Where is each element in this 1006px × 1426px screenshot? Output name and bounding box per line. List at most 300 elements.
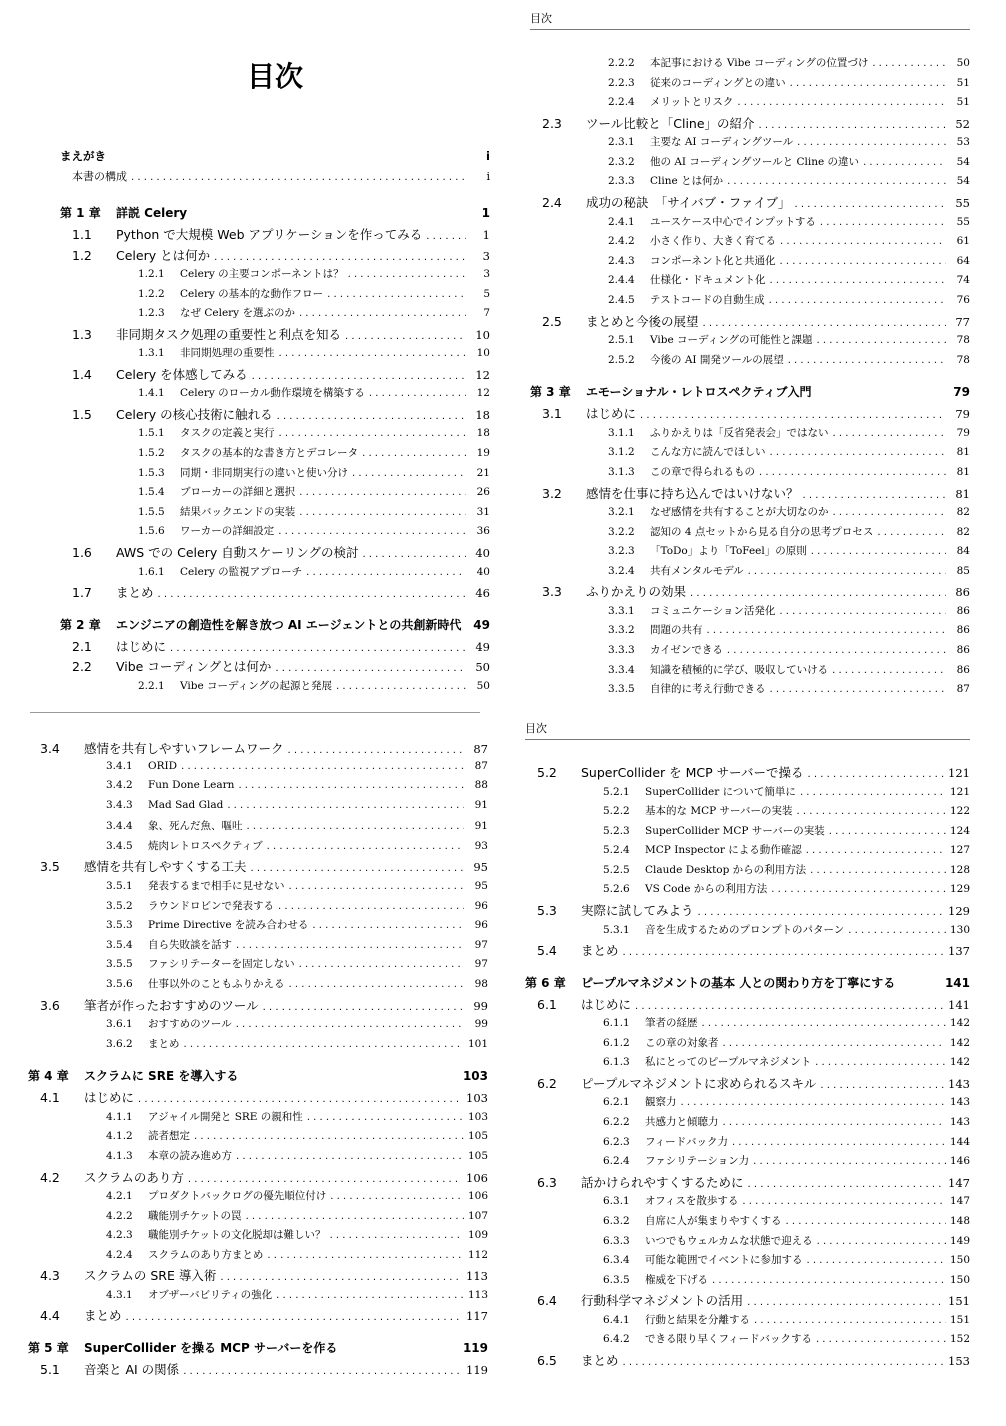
toc-entry-sub[interactable] [525, 1312, 970, 1332]
entry-title: オフィスを散歩する [645, 1195, 739, 1208]
toc-entry-sec[interactable] [28, 1168, 488, 1189]
entry-page: 113 [466, 1269, 488, 1284]
leader-dots [771, 884, 946, 895]
toc-entry-sec[interactable] [525, 901, 970, 922]
leader-dots [267, 1250, 464, 1261]
entry-number: 3.6.1 [106, 1018, 133, 1031]
leader-dots [727, 645, 946, 656]
entry-page: 86 [956, 644, 970, 657]
toc-entry-sub[interactable] [60, 266, 490, 286]
toc-entry-sub[interactable] [525, 881, 970, 901]
toc-title: 目次 [246, 60, 303, 93]
leader-dots [640, 410, 946, 421]
toc-entry-sub[interactable] [28, 937, 488, 957]
entry-page: 46 [475, 586, 490, 601]
toc-entry-sub[interactable] [60, 523, 490, 543]
entry-number: 3.4 [40, 741, 60, 756]
toc-entry-sub[interactable] [530, 292, 970, 312]
toc-entry-sub[interactable] [530, 332, 970, 352]
entry-title: スクラムのあり方 [84, 1169, 184, 1185]
toc-entry-sub[interactable] [530, 464, 970, 484]
entry-page: 40 [475, 546, 490, 561]
leader-dots [747, 1297, 944, 1308]
toc-entry-sub[interactable] [525, 1272, 970, 1292]
toc-entry-sub[interactable] [530, 563, 970, 583]
toc-entry-sub[interactable] [60, 305, 490, 325]
entry-title: まとめ [84, 1308, 122, 1324]
toc-entry-sub[interactable] [28, 976, 488, 996]
toc-entry-sub[interactable] [525, 1153, 970, 1173]
entry-number: 1.5.3 [138, 466, 165, 479]
toc-entry-sub[interactable] [525, 1054, 970, 1074]
entry-page: 142 [949, 1036, 970, 1049]
toc-entry-sub[interactable] [60, 286, 490, 306]
leader-dots [289, 881, 465, 892]
leader-dots [247, 821, 465, 832]
entry-title: 読者想定 [148, 1130, 190, 1143]
toc-entry-sub[interactable] [28, 1188, 488, 1208]
entry-page: 148 [949, 1214, 970, 1227]
entry-number: 6.1.1 [603, 1017, 630, 1030]
toc-entry-sub[interactable] [28, 1227, 488, 1247]
toc-entry-sec[interactable] [28, 1360, 488, 1381]
leader-dots [336, 681, 466, 692]
entry-page: 99 [474, 1018, 488, 1031]
leader-dots [786, 1216, 946, 1227]
entry-title: 自律的に考え行動できる [650, 683, 766, 696]
entry-page: 107 [467, 1209, 488, 1222]
entry-title: Vibe コーディングの可能性と課題 [650, 334, 813, 347]
leader-dots [348, 269, 466, 280]
toc-entry-preface-item[interactable] [60, 168, 490, 188]
entry-page: 95 [473, 860, 488, 875]
entry-number: 1.6 [72, 545, 92, 561]
entry-page: 85 [956, 564, 970, 577]
entry-number: 4.1.3 [106, 1149, 133, 1162]
entry-number: 5.3 [537, 903, 557, 919]
entry-number: 3.6.2 [106, 1037, 133, 1050]
entry-title: スクラムに SRE を導入する [84, 1069, 239, 1084]
toc-entry-sub[interactable] [525, 1331, 970, 1351]
leader-dots [278, 901, 464, 912]
entry-title: Prime Directive を読み合わせる [148, 919, 309, 932]
toc-entry-sub[interactable] [525, 862, 970, 882]
leader-dots [698, 907, 945, 918]
toc-entry-sub[interactable] [530, 425, 970, 445]
leader-dots [288, 745, 464, 756]
entry-title: ツール比較と「Cline」の紹介 [586, 115, 755, 131]
toc-entry-sub[interactable] [525, 1252, 970, 1272]
entry-page: 74 [956, 274, 970, 287]
toc-entry-sub[interactable] [530, 154, 970, 174]
toc-entry-sub[interactable] [525, 1134, 970, 1154]
toc-entry-sec[interactable] [60, 246, 490, 267]
leader-dots [158, 589, 466, 600]
entry-number: 2.3.3 [608, 175, 635, 188]
leader-dots [795, 199, 946, 210]
entry-title: MCP Inspector による動作確認 [645, 844, 802, 857]
leader-dots [727, 176, 946, 187]
entry-page: 119 [466, 1362, 488, 1377]
entry-page: 18 [475, 407, 490, 422]
leader-dots [194, 1131, 464, 1142]
toc-entry-sub[interactable] [28, 1036, 488, 1056]
toc-page-3 [28, 725, 488, 1425]
leader-dots [788, 355, 946, 366]
toc-entry-sub[interactable] [530, 504, 970, 524]
toc-entry-sub[interactable] [530, 444, 970, 464]
toc-entry-sec[interactable] [530, 484, 970, 505]
toc-entry-sec[interactable] [530, 114, 970, 135]
entry-number: 4.2.2 [106, 1209, 133, 1222]
entry-title: コミュニケーション活発化 [650, 604, 776, 617]
entry-page: 82 [956, 525, 970, 538]
entry-page: 21 [476, 466, 490, 479]
entry-page: 142 [949, 1056, 970, 1069]
entry-title: 行動科学マネジメントの活用 [581, 1293, 744, 1309]
entry-page: 97 [474, 958, 488, 971]
entry-title: Fun Done Learn [148, 779, 235, 792]
entry-title: メリットとリスク [650, 96, 734, 109]
entry-title: 感情を共有しやすくする工夫 [84, 859, 247, 875]
toc-entry-sec[interactable] [525, 995, 970, 1016]
toc-entry-ch[interactable] [60, 204, 490, 225]
entry-number: 5.2.5 [603, 863, 630, 876]
toc-entry-sub[interactable] [60, 425, 490, 445]
toc-entry-ch[interactable] [525, 974, 970, 995]
toc-entry-sec[interactable] [525, 1291, 970, 1312]
entry-page: 3 [483, 268, 490, 280]
toc-entry-sub[interactable] [28, 818, 488, 838]
toc-entry-sub[interactable] [525, 842, 970, 862]
toc-entry-sub[interactable] [525, 784, 970, 804]
entry-number: 1.5.4 [138, 486, 165, 499]
entry-page: 96 [474, 899, 488, 912]
entry-title: この章で得られるもの [650, 465, 755, 478]
entry-title: 感情を仕事に持ち込んではいけない？ [586, 485, 799, 501]
toc-entry-sub[interactable] [28, 779, 488, 799]
leader-dots [289, 979, 465, 990]
toc-entry-sub[interactable] [60, 564, 490, 584]
toc-entry-sec[interactable] [60, 225, 490, 246]
entry-title: カイゼンできる [650, 644, 723, 657]
entry-number: 2.5.2 [608, 353, 635, 366]
entry-number: 4.1 [40, 1090, 60, 1106]
entry-number: 4.1.2 [106, 1130, 133, 1143]
entry-title: VS Code からの利用方法 [645, 883, 768, 896]
entry-number: 1.2.1 [138, 268, 165, 280]
entry-title: ふりかえりの効果 [586, 584, 687, 600]
toc-entry-sub[interactable] [530, 622, 970, 642]
leader-dots [779, 256, 946, 267]
toc-entry-ch[interactable] [28, 1067, 488, 1088]
toc-entry-sec[interactable] [525, 1173, 970, 1194]
entry-title: 他の AI コーディングツールと Cline の違い [650, 155, 860, 168]
entry-number: 5.2.6 [603, 883, 630, 896]
toc-entry-sec[interactable] [60, 543, 490, 564]
entry-page: 82 [956, 506, 970, 518]
entry-number: 3.2.1 [608, 506, 635, 518]
toc-entry-sub[interactable] [530, 173, 970, 193]
entry-title: 観察力 [645, 1096, 677, 1109]
toc-entry-sub[interactable] [28, 1128, 488, 1148]
leader-dots [362, 549, 466, 560]
leader-dots [833, 507, 947, 518]
leader-dots [816, 335, 946, 346]
toc-entry-sub[interactable] [28, 1109, 488, 1129]
leader-dots [362, 448, 466, 459]
entry-number: 6.5 [537, 1352, 557, 1368]
toc-entry-sub[interactable] [530, 662, 970, 682]
entry-number: 3.5.1 [106, 879, 133, 892]
entry-page: 103 [462, 1069, 488, 1084]
entry-title: ファシリテーターを固定しない [148, 958, 295, 971]
entry-number: 1.5.5 [138, 505, 165, 518]
entry-title: 職能別チケットの文化脱却は難しい？ [148, 1229, 326, 1242]
entry-number: 第 5 章 [28, 1340, 69, 1355]
toc-entry-sub[interactable] [530, 272, 970, 292]
leader-dots [759, 467, 946, 478]
entry-title: できる限り早くフィードバックする [645, 1333, 812, 1346]
entry-number: 2.3 [542, 115, 562, 131]
entry-number: 1.5.1 [138, 427, 165, 440]
entry-page: 76 [956, 293, 970, 306]
toc-entry-sub[interactable] [530, 603, 970, 623]
leader-dots [820, 1080, 944, 1091]
entry-page: 121 [949, 785, 970, 798]
toc-entry-sec[interactable] [530, 193, 970, 214]
entry-page: 151 [949, 1313, 970, 1326]
leader-dots [877, 527, 946, 538]
entry-title: SuperCollider を操る MCP サーバーを作る [84, 1340, 338, 1355]
toc-entry-sub[interactable] [530, 233, 970, 253]
toc-entry-sec[interactable] [60, 583, 490, 604]
leader-dots [815, 1057, 946, 1068]
leader-dots [707, 625, 947, 636]
leader-dots [369, 388, 466, 399]
entry-title: 本記事における Vibe コーディングの位置づけ [650, 57, 869, 69]
toc-entry-sec[interactable] [60, 405, 490, 426]
entry-title: タスクの定義と実行 [180, 427, 275, 440]
entry-number: 第 3 章 [530, 385, 571, 400]
leader-dots [246, 1211, 464, 1222]
entry-page: 109 [467, 1229, 488, 1242]
entry-number: 5.4 [537, 943, 557, 959]
leader-dots [252, 371, 466, 382]
toc-entry-sec[interactable] [60, 325, 490, 346]
toc-entry-ch[interactable] [60, 616, 490, 637]
toc-entry-sec[interactable] [530, 312, 970, 333]
entry-title: Python で大規模 Web アプリケーションを作ってみる [116, 227, 423, 242]
entry-title: 自ら失敗談を話す [148, 938, 232, 951]
toc-list [525, 763, 970, 1371]
entry-number: 3.3 [542, 584, 562, 600]
entry-number: 4.2.3 [106, 1229, 133, 1242]
entry-title: まとめ [148, 1037, 180, 1050]
toc-entry-sec[interactable] [525, 763, 970, 784]
toc-entry-sub[interactable] [530, 214, 970, 234]
leader-dots [732, 1137, 946, 1148]
toc-entry-sec[interactable] [28, 857, 488, 878]
toc-entry-sec[interactable] [530, 404, 970, 425]
entry-page: 81 [956, 465, 970, 478]
toc-entry-sec[interactable] [525, 1074, 970, 1095]
entry-page: 105 [467, 1149, 488, 1162]
entry-title: 可能な範囲でイベントに参加する [645, 1254, 803, 1267]
entry-title: はじめに [84, 1090, 135, 1106]
toc-entry-sub[interactable] [525, 1114, 970, 1134]
toc-entry-sub[interactable] [525, 1193, 970, 1213]
toc-entry-sub[interactable] [525, 1213, 970, 1233]
preface-block [60, 148, 490, 188]
toc-entry-sub[interactable] [525, 823, 970, 843]
entry-number: 2.1 [72, 638, 92, 654]
toc-entry-sub[interactable] [60, 465, 490, 485]
toc-entry-sub[interactable] [28, 917, 488, 937]
toc-entry-sub[interactable] [28, 1208, 488, 1228]
leader-dots [352, 468, 466, 479]
entry-title: 象、死んだ魚、嘔吐 [148, 820, 243, 833]
entry-page: 81 [956, 446, 970, 459]
entry-title: いつでもウェルカムな状態で迎える [645, 1234, 813, 1247]
entry-title: SuperCollider について簡単に [645, 785, 796, 798]
entry-page: 78 [956, 353, 970, 366]
toc-entry-sub[interactable] [28, 760, 488, 780]
leader-dots [251, 863, 464, 874]
entry-title: 非同期タスク処理の重要性と利点を知る [116, 326, 342, 342]
toc-entry-sub[interactable] [530, 681, 970, 701]
entry-page: 147 [948, 1175, 970, 1190]
leader-dots [299, 507, 466, 518]
entry-number: 第 1 章 [60, 206, 101, 220]
toc-entry-sub[interactable] [530, 352, 970, 372]
toc-entry-sub[interactable] [525, 803, 970, 823]
entry-page: 141 [948, 997, 970, 1012]
toc-entry-sub[interactable] [60, 445, 490, 465]
toc-entry-sub[interactable] [530, 94, 970, 114]
toc-entry-sub[interactable] [60, 385, 490, 405]
toc-entry-sec[interactable] [28, 1088, 488, 1109]
toc-entry-sub[interactable] [28, 1016, 488, 1036]
toc-entry-sec[interactable] [530, 582, 970, 603]
toc-entry-sub[interactable] [28, 956, 488, 976]
entry-number: 5.1 [40, 1361, 60, 1377]
entry-number: 3.1.2 [608, 446, 635, 459]
entry-page: 50 [956, 57, 970, 69]
toc-entry-sec[interactable] [28, 739, 488, 760]
entry-title: 行動と結果を分離する [645, 1313, 750, 1326]
leader-dots [753, 1156, 946, 1167]
entry-title: Celery の監視アプローチ [180, 565, 303, 578]
toc-entry-sub[interactable] [530, 75, 970, 95]
toc-entry-sec[interactable] [525, 941, 970, 962]
entry-page: 150 [949, 1273, 970, 1286]
toc-entry-sub[interactable] [60, 678, 490, 698]
entry-title: AWS での Celery 自動スケーリングの検討 [116, 545, 359, 561]
toc-entry-sec[interactable] [60, 365, 490, 386]
entry-title: 基本的な MCP サーバーの実装 [645, 805, 793, 818]
toc-entry-sub[interactable] [525, 1035, 970, 1055]
entry-title: はじめに [586, 406, 637, 422]
entry-page: 40 [476, 565, 490, 578]
toc-entry-sec[interactable] [60, 657, 490, 678]
toc-entry-sub[interactable] [28, 838, 488, 858]
entry-number: 1.2.3 [138, 307, 165, 320]
entry-title: Celery のローカル動作環境を構築する [180, 387, 365, 400]
toc-entry-ch[interactable] [28, 1339, 488, 1360]
leader-dots [723, 1117, 946, 1128]
toc-entry-sec[interactable] [28, 1306, 488, 1327]
toc-entry-sec[interactable] [28, 996, 488, 1017]
entry-page: 129 [948, 904, 970, 919]
entry-title: Celery の核心技術に触れる [116, 406, 273, 422]
leader-dots [299, 308, 466, 319]
toc-entry-sub[interactable] [525, 1233, 970, 1253]
leader-dots [312, 920, 464, 931]
leader-dots [748, 566, 946, 577]
entry-page: 137 [948, 944, 970, 959]
running-head: 目次 [525, 720, 970, 740]
leader-dots [807, 1255, 946, 1266]
entry-number: 2.4.2 [608, 235, 635, 248]
entry-number: 3.2.2 [608, 525, 635, 538]
toc-entry-sub[interactable] [28, 878, 488, 898]
toc-entry-sub[interactable] [530, 134, 970, 154]
entry-number: 3.4.4 [106, 820, 133, 833]
entry-page: 3 [482, 248, 490, 263]
entry-page: 98 [474, 977, 488, 990]
toc-entry-sub[interactable] [525, 1094, 970, 1114]
toc-entry-sub[interactable] [525, 1015, 970, 1035]
toc-entry-sub[interactable] [530, 642, 970, 662]
entry-page: 26 [476, 486, 490, 499]
toc-entry-sub[interactable] [28, 1148, 488, 1168]
entry-number: 3.1 [542, 406, 562, 422]
entry-page: 86 [956, 604, 970, 617]
leader-dots [220, 1272, 462, 1283]
leader-dots [181, 761, 464, 772]
entry-page: 122 [949, 805, 970, 818]
toc-entry-sub[interactable] [530, 253, 970, 273]
toc-entry-sub[interactable] [530, 524, 970, 544]
leader-dots [184, 1039, 464, 1050]
toc-entry-sub[interactable] [28, 1247, 488, 1267]
toc-entry-sub[interactable] [28, 799, 488, 819]
entry-page: 64 [956, 254, 970, 267]
toc-entry-sub[interactable] [530, 55, 970, 75]
toc-entry-sub[interactable] [60, 484, 490, 504]
entry-page: 81 [955, 486, 970, 501]
toc-entry-ch[interactable] [530, 383, 970, 404]
toc-entry-sub[interactable] [530, 543, 970, 563]
toc-entry-sub[interactable] [28, 898, 488, 918]
entry-number: 2.4.4 [608, 274, 635, 287]
toc-entry-sec[interactable] [28, 1266, 488, 1287]
entry-page: 1 [481, 206, 490, 220]
toc-entry-sub[interactable] [525, 922, 970, 942]
toc-entry-preface[interactable] [60, 148, 490, 168]
leader-dots [779, 606, 946, 617]
toc-entry-sub[interactable] [28, 1287, 488, 1307]
toc-entry-sub[interactable] [60, 345, 490, 365]
toc-entry-sec[interactable] [60, 637, 490, 658]
toc-entry-sec[interactable] [525, 1351, 970, 1372]
entry-title: 共有メンタルモデル [650, 564, 744, 577]
leader-dots [267, 841, 464, 852]
entry-page: 143 [949, 1116, 970, 1129]
toc-entry-sub[interactable] [60, 504, 490, 524]
entry-number: 6.3.5 [603, 1273, 630, 1286]
